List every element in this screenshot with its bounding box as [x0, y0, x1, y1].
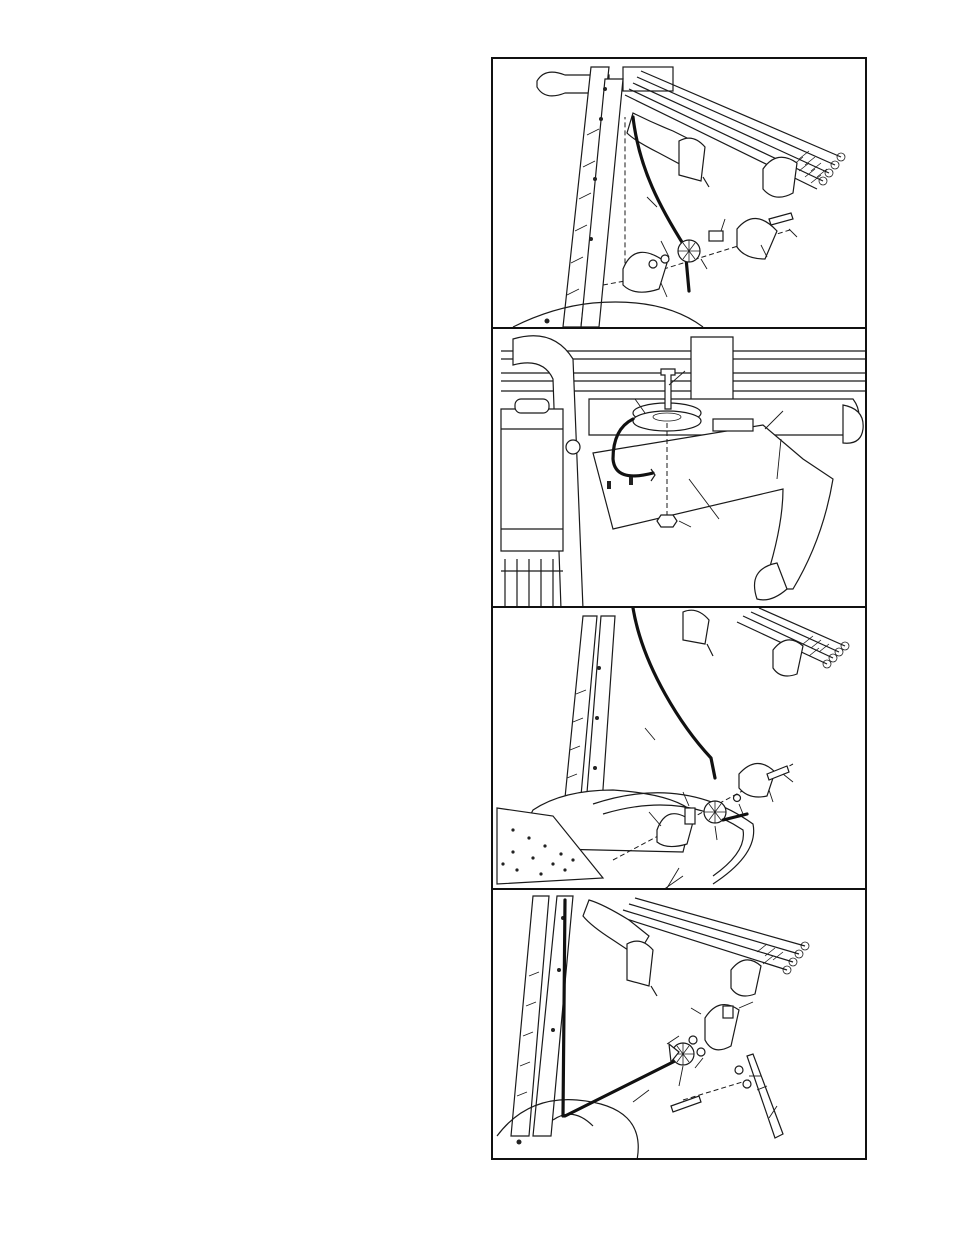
figure-1 — [493, 59, 865, 327]
housing-cap — [515, 399, 549, 413]
bolt-left — [671, 1096, 701, 1112]
part-leaders — [647, 197, 797, 297]
base-bolt — [517, 1140, 522, 1145]
top-bracket — [623, 67, 673, 91]
center-post — [691, 337, 733, 409]
pulley-shield-left — [623, 252, 667, 292]
pin — [703, 177, 709, 187]
nut-3 — [735, 1066, 743, 1074]
bolt — [769, 213, 793, 225]
assembly-line — [683, 1080, 749, 1100]
frame-leader — [667, 868, 679, 888]
nut — [734, 795, 741, 802]
spacer-bar — [713, 419, 753, 431]
pulley-housing — [553, 1114, 593, 1126]
nut-4 — [743, 1080, 751, 1088]
washer — [649, 260, 657, 268]
nut — [661, 255, 669, 263]
rod-clamp — [763, 157, 797, 197]
arm-end-cap — [683, 610, 709, 644]
rod-end-caps — [757, 942, 809, 974]
cable-vertical — [563, 900, 565, 1116]
nut-2 — [697, 1048, 705, 1056]
base-bolt — [545, 319, 550, 324]
base-pan — [513, 302, 703, 327]
arch-bolt — [566, 440, 580, 454]
spacer — [685, 808, 695, 824]
figure-3-drawing — [493, 608, 865, 888]
bracket-spacer — [723, 1006, 733, 1018]
pin — [707, 644, 713, 656]
figure-1-drawing — [493, 59, 865, 327]
spacer — [709, 231, 723, 241]
figure-2 — [493, 329, 865, 606]
pin — [651, 986, 657, 996]
weight-housing — [501, 409, 563, 551]
frame-bracket — [593, 425, 833, 589]
pulley-bracket — [705, 1005, 739, 1050]
cable-diagonal — [565, 1060, 677, 1116]
figure-frame — [491, 57, 867, 1160]
figure-4-drawing — [493, 890, 865, 1158]
arm-end-cap — [627, 941, 653, 986]
rod-clamp — [773, 640, 803, 676]
figure-2-drawing — [493, 329, 865, 606]
nut-1 — [689, 1036, 697, 1044]
nut — [657, 515, 677, 527]
figure-4 — [493, 890, 865, 1158]
arm-end-cap — [679, 138, 705, 181]
blank-text-column — [0, 0, 470, 1235]
rod-clamp — [731, 960, 761, 996]
figure-3 — [493, 608, 865, 888]
crossbar-end — [843, 405, 863, 443]
weight-stack — [501, 559, 563, 606]
bolt-right — [747, 1054, 783, 1138]
